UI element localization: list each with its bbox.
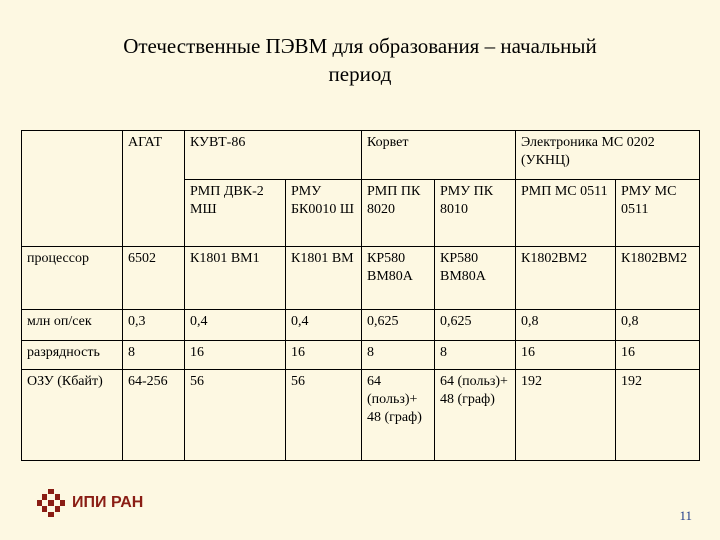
header-kuvt: КУВТ-86 — [185, 131, 362, 180]
subheader-kuvt-rmp: РМП ДВК-2 МШ — [185, 180, 286, 247]
table-cell: К1802ВМ2 — [516, 247, 616, 310]
table-cell: 192 — [616, 370, 700, 461]
ipi-ran-logo — [36, 488, 143, 518]
slide-title-line-2: период — [328, 62, 392, 86]
table-cell: 64-256 — [123, 370, 185, 461]
subheader-kuvt-rmu: РМУ БК0010 Ш — [286, 180, 362, 247]
table-cell: 192 — [516, 370, 616, 461]
header-agat: АГАТ — [123, 131, 185, 247]
logo-text: ИПИ РАН — [72, 494, 144, 511]
slide-title — [40, 32, 680, 88]
table-cell: К1801 ВМ — [286, 247, 362, 310]
table-cell: 8 — [435, 341, 516, 370]
table-cell: 8 — [123, 341, 185, 370]
table-row-processor — [22, 247, 700, 310]
table-cell: 16 — [286, 341, 362, 370]
page-number: 11 — [679, 508, 692, 523]
table-row-ram — [22, 370, 700, 461]
row-label: процессор — [22, 247, 123, 310]
table-cell: 6502 — [123, 247, 185, 310]
table-cell: 16 — [185, 341, 286, 370]
table-cell: 0,625 — [435, 310, 516, 341]
row-label: разрядность — [22, 341, 123, 370]
table-cell: 0,8 — [516, 310, 616, 341]
header-elektronika: Электроника МС 0202 (УКНЦ) — [516, 131, 700, 180]
table-cell: 64 (польз)+ 48 (граф) — [435, 370, 516, 461]
slide-title-line-1: Отечественные ПЭВМ для образования – начальный — [123, 34, 597, 58]
subheader-el-rmu: РМУ МС 0511 — [616, 180, 700, 247]
table-cell: 56 — [185, 370, 286, 461]
table-cell: К1802ВМ2 — [616, 247, 700, 310]
row-label: ОЗУ (Кбайт) — [22, 370, 123, 461]
table-cell: 0,625 — [362, 310, 435, 341]
table-cell: КР580 ВМ80А — [362, 247, 435, 310]
row-label: млн оп/сек — [22, 310, 123, 341]
computers-table — [21, 130, 700, 461]
table-row-mops — [22, 310, 700, 341]
table-cell: 0,4 — [185, 310, 286, 341]
subheader-el-rmp: РМП МС 0511 — [516, 180, 616, 247]
empty-corner-cell — [22, 131, 123, 247]
ipi-ran-logo-icon — [36, 488, 66, 518]
table-cell: К1801 ВМ1 — [185, 247, 286, 310]
table-cell: 8 — [362, 341, 435, 370]
table-cell: 0,8 — [616, 310, 700, 341]
table-cell: 0,4 — [286, 310, 362, 341]
table-cell: 0,3 — [123, 310, 185, 341]
subheader-korvet-rmp: РМП ПК 8020 — [362, 180, 435, 247]
table-cell: 56 — [286, 370, 362, 461]
table-cell: 16 — [516, 341, 616, 370]
table-header-row — [22, 131, 700, 180]
subheader-korvet-rmu: РМУ ПК 8010 — [435, 180, 516, 247]
table-cell: 64 (польз)+ 48 (граф) — [362, 370, 435, 461]
header-korvet: Корвет — [362, 131, 516, 180]
table-row-bitness — [22, 341, 700, 370]
table-cell: КР580 ВМ80А — [435, 247, 516, 310]
table-cell: 16 — [616, 341, 700, 370]
